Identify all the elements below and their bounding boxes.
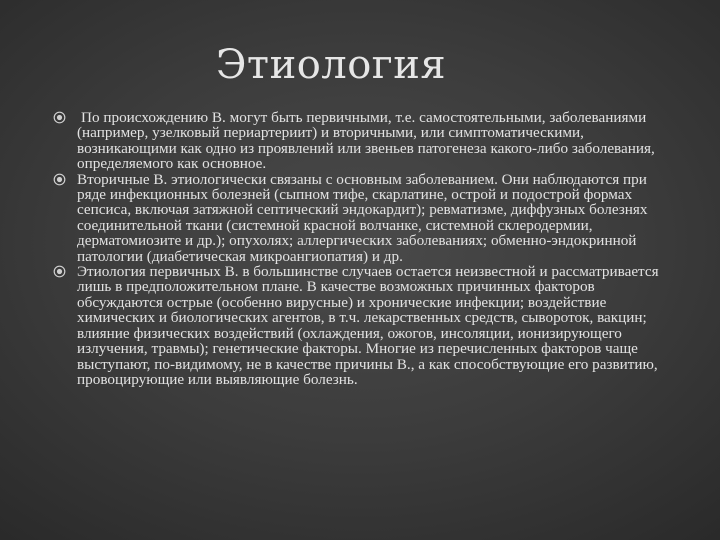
bullet-text: По происхождению В. могут быть первичными, т.е. самостоятельными, заболеваниями (например, узелковый периартериит) и вторичными, или симптоматическими, возникающими как одно из проявлений или звеньев патогенеза какого-либо заболевания, определяемого как основное. (77, 109, 655, 173)
circle-bullet-icon (53, 111, 66, 124)
bullet-list (55, 110, 667, 387)
bullet-text: Этиология первичных В. в большинстве случаев остается неизвестной и рассматривается лишь в предположительном плане. В качестве возможных причинных факторов обсуждаются острые (особенно вирусные) и хронические инфекции; воздействие химических и биологических агентов, в т.ч. лекарственных средств, сывороток, вакцин; влияние физических воздействий (охлаждения, ожогов, инсоляции, ионизирующего излучения, травмы); генетические факторы. Многие из перечисленных факторов чаще выступают, по-видимому, не в качестве причины В., а как способствующие его развитию, провоцирующие или выявляющие болезнь. (77, 263, 659, 388)
bullet-item (55, 264, 667, 387)
circle-bullet-icon (53, 265, 66, 278)
circle-bullet-icon (53, 173, 66, 186)
bullet-text: Вторичные В. этиологически связаны с основным заболеванием. Они наблюдаются при ряде инфекционных болезней (сыпном тифе, скарлатине, острой и подострой формах сепсиса, включая затяжной септический эндокардит); ревматизме, диффузных болезнях соединительной ткани (системной красной волчанке, системной склеродермии, дерматомиозите и др.); опухолях; аллергических заболеваниях; обменно-эндокринной патологии (диабетическая микроангиопатия) и др. (77, 170, 648, 265)
bullet-item (55, 172, 667, 264)
slide-title: Этиология (215, 42, 447, 88)
bullet-item (55, 110, 667, 172)
